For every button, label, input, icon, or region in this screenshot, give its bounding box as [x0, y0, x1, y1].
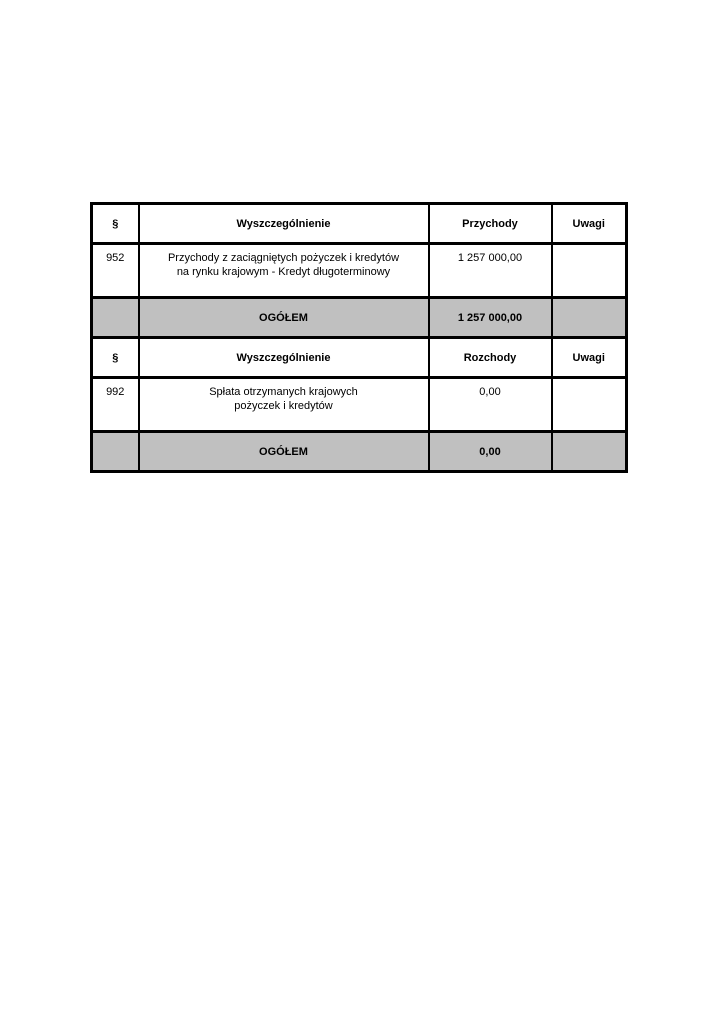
- expenses-total-amount: 0,00: [429, 432, 552, 472]
- expenses-total-label: OGÓŁEM: [139, 432, 429, 472]
- income-row-description-line1: Przychody z zaciągniętych pożyczek i kredytów: [167, 252, 400, 264]
- expenses-total-empty: [92, 432, 139, 472]
- expenses-header-row: [92, 338, 627, 378]
- income-header-amount: Przychody: [429, 204, 552, 244]
- income-total-row: [92, 298, 627, 338]
- expenses-row-notes: [552, 378, 627, 432]
- income-header-notes: Uwagi: [552, 204, 627, 244]
- income-row-description-line2: na rynku krajowym - Kredyt długoterminowy: [176, 266, 391, 278]
- financing-table: [90, 202, 628, 473]
- expenses-row: [92, 378, 627, 432]
- income-row-notes: [552, 244, 627, 298]
- expenses-header-description: Wyszczególnienie: [139, 338, 429, 378]
- expenses-total-row: [92, 432, 627, 472]
- income-total-amount: 1 257 000,00: [429, 298, 552, 338]
- expenses-header-amount: Rozchody: [429, 338, 552, 378]
- income-total-label: OGÓŁEM: [139, 298, 429, 338]
- expenses-total-notes: [552, 432, 627, 472]
- income-row-amount: 1 257 000,00: [429, 244, 552, 298]
- expenses-row-description-line1: Spłata otrzymanych krajowych: [209, 386, 358, 398]
- income-row-paragraph: 952: [92, 244, 139, 298]
- expenses-header-paragraph: §: [92, 338, 139, 378]
- income-total-empty: [92, 298, 139, 338]
- income-total-notes: [552, 298, 627, 338]
- income-header-description: Wyszczególnienie: [139, 204, 429, 244]
- income-row-description: [139, 244, 429, 298]
- expenses-row-amount: 0,00: [429, 378, 552, 432]
- expenses-row-description: [139, 378, 429, 432]
- expenses-row-paragraph: 992: [92, 378, 139, 432]
- expenses-row-description-line2: pożyczek i kredytów: [234, 400, 333, 412]
- income-header-paragraph: §: [92, 204, 139, 244]
- income-row: [92, 244, 627, 298]
- income-header-row: [92, 204, 627, 244]
- expenses-header-notes: Uwagi: [552, 338, 627, 378]
